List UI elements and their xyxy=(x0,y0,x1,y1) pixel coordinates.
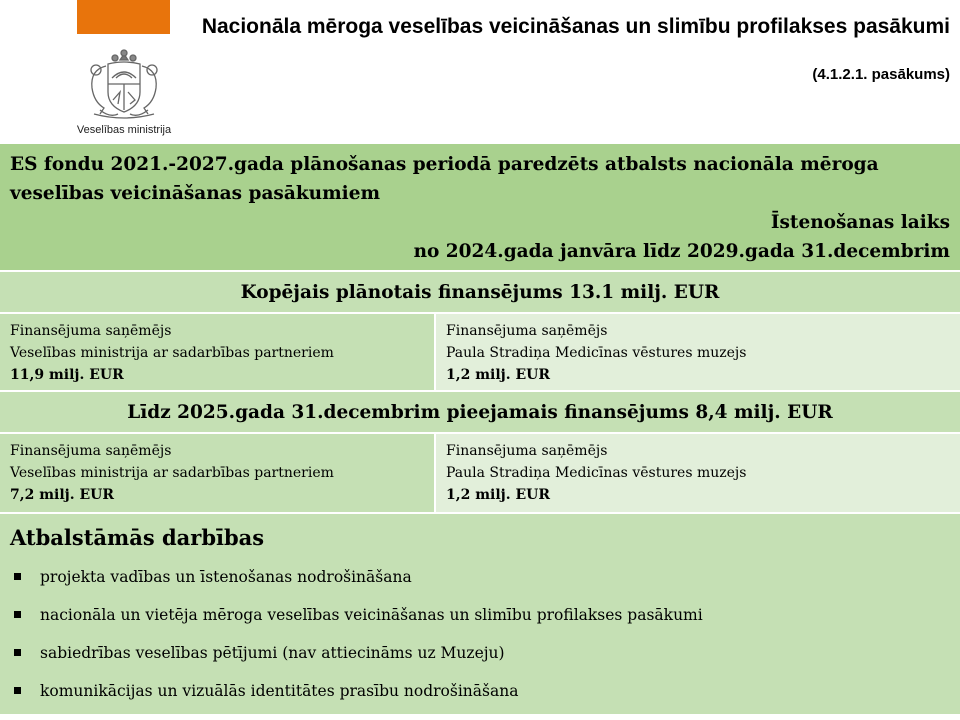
list-item-text: komunikācijas un vizuālās identitātes prasību nodrošināšana xyxy=(40,682,519,700)
list-item xyxy=(10,596,950,634)
bullet-icon xyxy=(14,611,21,618)
total-funding-heading: Kopējais plānotais finansējums 13.1 milj. EUR xyxy=(0,272,960,314)
recipient-amount: 7,2 milj. EUR xyxy=(10,487,115,503)
recipient-label: Finansējuma saņēmējs xyxy=(10,443,172,459)
recipient-label: Finansējuma saņēmējs xyxy=(446,323,608,339)
bullet-icon xyxy=(14,649,21,656)
period-label: Īstenošanas laiks xyxy=(770,212,950,233)
logo-caption: Veselības ministrija xyxy=(76,124,172,136)
list-item-text: projekta vadības un īstenošanas nodrošināšana xyxy=(40,568,412,586)
recipient-cell xyxy=(436,314,960,390)
recipient-amount: 1,2 milj. EUR xyxy=(446,487,551,503)
list-item-text: sabiedrības veselības pētījumi (nav attiecināms uz Muzeju) xyxy=(40,644,505,662)
recipient-label: Finansējuma saņēmējs xyxy=(446,443,608,459)
list-item xyxy=(10,634,950,672)
recipient-cell xyxy=(0,314,436,390)
recipient-amount: 11,9 milj. EUR xyxy=(10,367,124,383)
total-funding-recipients xyxy=(0,314,960,392)
coat-of-arms-icon xyxy=(74,48,174,122)
brand-color-bar xyxy=(77,0,170,34)
recipient-label: Finansējuma saņēmējs xyxy=(10,323,172,339)
intro-row xyxy=(0,144,960,272)
activities-section xyxy=(0,514,960,714)
funding-2025-recipients xyxy=(0,434,960,514)
page-subtitle: (4.1.2.1. pasākums) xyxy=(812,66,950,83)
recipient-cell xyxy=(0,434,436,512)
list-item xyxy=(10,672,950,710)
list-item-text: nacionāla un vietēja mēroga veselības veicināšanas un slimību profilakses pasākumi xyxy=(40,606,703,624)
recipient-cell xyxy=(436,434,960,512)
recipient-amount: 1,2 milj. EUR xyxy=(446,367,551,383)
bullet-icon xyxy=(14,573,21,580)
period-value: no 2024.gada janvāra līdz 2029.gada 31.decembrim xyxy=(413,241,950,262)
recipient-name: Veselības ministrija ar sadarbības partneriem xyxy=(10,345,334,361)
page-title: Nacionāla mēroga veselības veicināšanas un slimību profilakses pasākumi xyxy=(201,15,950,38)
activities-list xyxy=(10,558,950,710)
recipient-name: Veselības ministrija ar sadarbības partneriem xyxy=(10,465,334,481)
activities-title: Atbalstāmās darbības xyxy=(10,525,265,550)
recipient-name: Paula Stradiņa Medicīnas vēstures muzejs xyxy=(446,465,747,481)
bullet-icon xyxy=(14,687,21,694)
ministry-logo xyxy=(62,48,186,143)
recipient-name: Paula Stradiņa Medicīnas vēstures muzejs xyxy=(446,345,747,361)
info-table xyxy=(0,144,960,714)
intro-text: ES fondu 2021.-2027.gada plānošanas periodā paredzēts atbalsts nacionāla mēroga veselības veicināšanas pasākumiem xyxy=(10,154,879,204)
funding-2025-heading: Līdz 2025.gada 31.decembrim pieejamais finansējums 8,4 milj. EUR xyxy=(0,392,960,434)
list-item xyxy=(10,558,950,596)
